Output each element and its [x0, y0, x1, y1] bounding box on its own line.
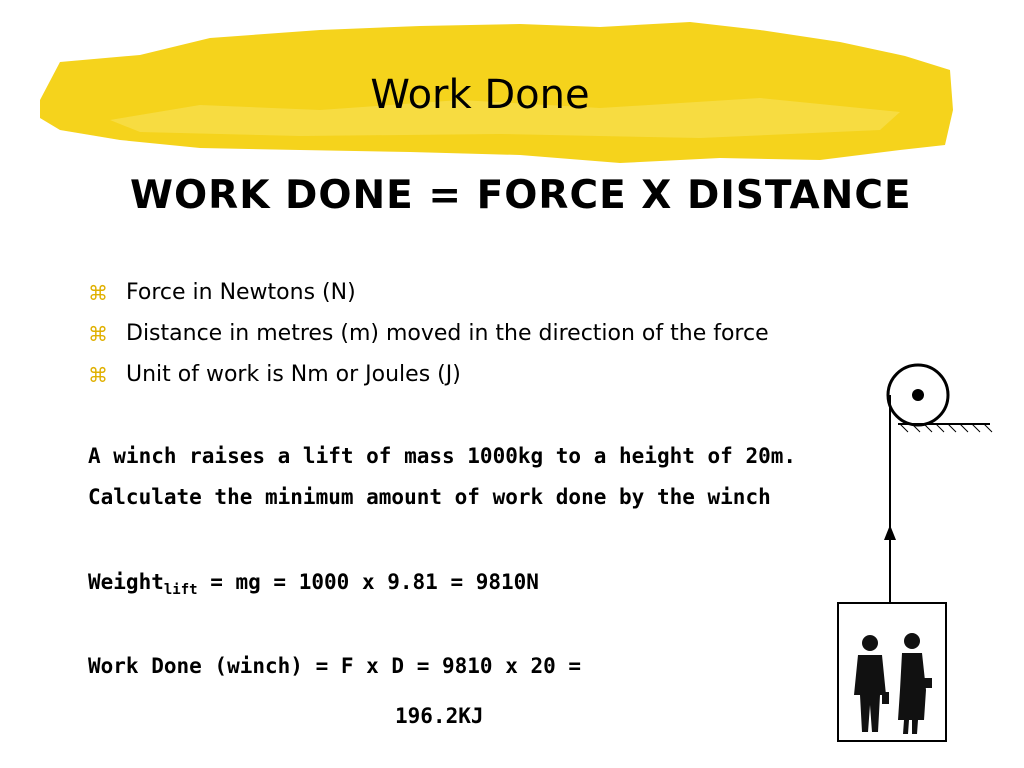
command-bullet-icon: ⌘	[88, 321, 108, 346]
work-calculation: Work Done (winch) = F x D = 9810 x 20 =	[88, 654, 582, 678]
list-item	[88, 313, 769, 354]
winch-lift-diagram	[830, 360, 1010, 750]
list-item	[88, 272, 769, 313]
question-line: Calculate the minimum amount of work done by the winch	[88, 485, 771, 509]
slide-title: Work Done	[370, 72, 590, 118]
question-line: A winch raises a lift of mass 1000kg to a height of 20m.	[88, 444, 797, 468]
weight-calculation	[88, 570, 539, 598]
bullet-text: Force in Newtons (N)	[126, 280, 356, 305]
pulley-icon	[888, 365, 948, 425]
bullet-list	[88, 272, 769, 395]
weight-label: Weight	[88, 570, 164, 594]
upward-force-arrow-icon	[884, 525, 896, 540]
lift-car	[838, 603, 946, 741]
bullet-text: Unit of work is Nm or Joules (J)	[126, 362, 461, 387]
weight-subscript: lift	[163, 582, 198, 599]
list-item	[88, 354, 769, 395]
weight-equation: = mg = 1000 x 9.81 = 9810N	[197, 570, 539, 594]
work-result: 196.2KJ	[395, 704, 484, 728]
problem-statement	[88, 436, 796, 518]
formula-headline: WORK DONE = FORCE X DISTANCE	[130, 173, 912, 218]
command-bullet-icon: ⌘	[88, 280, 108, 305]
command-bullet-icon: ⌘	[88, 362, 108, 387]
bullet-text: Distance in metres (m) moved in the direction of the force	[126, 321, 769, 346]
